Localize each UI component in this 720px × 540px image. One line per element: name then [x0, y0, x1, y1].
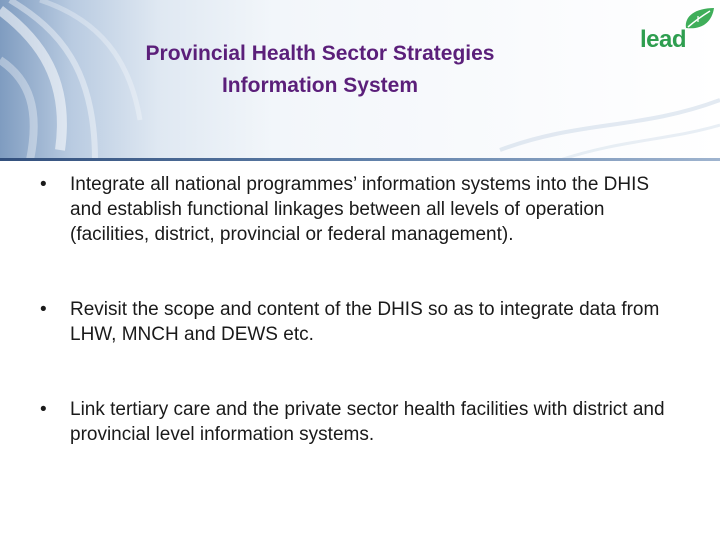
bullet-text: Revisit the scope and content of the DHIS so as to integrate data from LHW, MNCH and DEWS etc.	[70, 299, 660, 345]
leaf-icon	[682, 6, 716, 32]
bullet-item	[40, 397, 680, 447]
bullet-text: Link tertiary care and the private sector health facilities with district and provincial level information systems.	[70, 399, 665, 445]
slide-title-line-1: Provincial Health Sector Strategies	[145, 42, 495, 65]
bullet-item	[40, 297, 680, 347]
header-divider	[0, 158, 720, 161]
bullet-dot: •	[40, 174, 47, 195]
lead-logo	[636, 6, 716, 56]
lead-logo-text: lead	[640, 26, 687, 53]
bullet-item	[40, 172, 680, 247]
bullet-text: Integrate all national programmes’ information systems into the DHIS and establish functional linkages between all levels of operation (facilities, district, provincial or federal management).	[70, 174, 650, 245]
slide-title-line-2: Information System	[221, 74, 419, 97]
bullet-dot: •	[40, 399, 47, 420]
bullet-list	[40, 172, 680, 447]
bullet-dot: •	[40, 299, 47, 320]
slide-title	[120, 38, 520, 102]
